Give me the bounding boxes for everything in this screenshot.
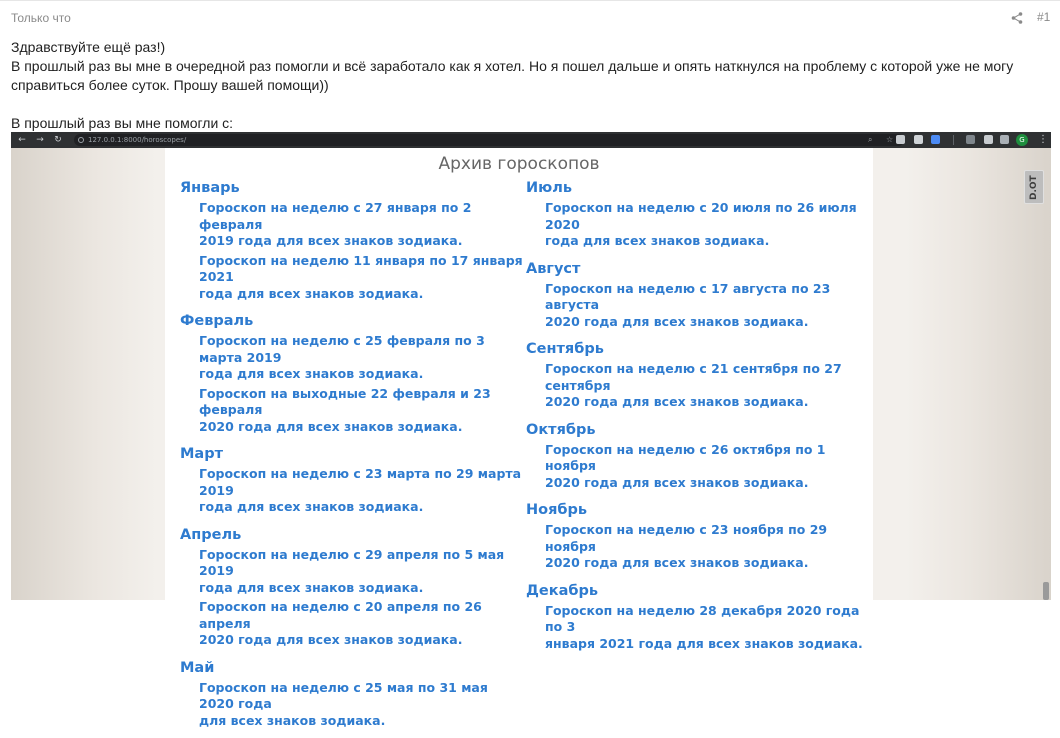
horoscope-link[interactable] — [199, 253, 526, 303]
month-group — [526, 581, 872, 653]
month-heading: Октябрь — [526, 421, 596, 438]
horoscope-link[interactable] — [199, 680, 526, 730]
horoscope-link-line: Гороскоп на неделю с 25 февраля по 3 марта 2019 — [199, 333, 485, 365]
extension-icon[interactable] — [896, 135, 905, 144]
month-group — [180, 178, 526, 302]
month-group — [180, 525, 526, 649]
menu-dots-icon[interactable]: ⋮ — [1038, 134, 1048, 145]
horoscope-link-line: Гороскоп на неделю с 23 ноября по 29 ноября — [545, 522, 828, 554]
horoscope-link-line: года для всех знаков зодиака. — [199, 285, 424, 301]
month-group — [526, 259, 872, 331]
horoscope-link[interactable] — [545, 200, 872, 250]
horoscope-link-line: 2020 года для всех знаков зодиака. — [199, 418, 463, 434]
dot-widget-label: D.OT — [1029, 175, 1039, 201]
post-line: В прошлый раз вы мне в очередной раз помогли и всё заработало как я хотел. Но я пошел дальше и опять наткнулся на проблему с которой уже не могу — [11, 58, 1014, 74]
star-icon[interactable]: ☆ — [886, 135, 894, 144]
horoscope-link-line: 2020 года для всех знаков зодиака. — [545, 313, 809, 329]
month-heading: Апрель — [180, 526, 242, 543]
horoscope-link-line: Гороскоп на неделю с 29 апреля по 5 мая 2019 — [199, 546, 505, 578]
browser-toolbar — [11, 132, 1051, 148]
post-number-link[interactable]: #1 — [1037, 10, 1051, 24]
month-heading: Май — [180, 659, 215, 676]
post-line: Здравствуйте ещё раз!) — [11, 39, 166, 55]
back-arrow-icon[interactable]: ← — [18, 135, 26, 145]
extension-icon[interactable] — [966, 135, 975, 144]
horoscope-link[interactable] — [545, 522, 872, 572]
month-heading: Декабрь — [526, 582, 599, 599]
month-heading: Январь — [180, 180, 240, 196]
horoscope-link-line: Гороскоп на неделю с 23 марта по 29 марта 2019 — [199, 466, 522, 498]
extension-icon[interactable] — [1000, 135, 1009, 144]
horoscope-link[interactable] — [545, 442, 872, 492]
horoscope-link-line: года для всех знаков зодиака. — [199, 366, 424, 381]
archive-column-right — [526, 178, 872, 661]
horoscope-link-line: Гороскоп на неделю с 20 апреля по 26 апреля — [199, 599, 482, 631]
horoscope-page — [165, 148, 873, 728]
month-group — [526, 178, 872, 250]
month-heading: Ноябрь — [526, 502, 588, 518]
month-group — [180, 444, 526, 516]
toolbar-separator — [953, 135, 954, 145]
horoscope-link-line: 2019 года для всех знаков зодиака. — [199, 233, 463, 248]
horoscope-link-line: Гороскоп на неделю с 17 августа по 23 августа — [545, 280, 831, 312]
embedded-screenshot — [11, 132, 1051, 728]
horoscope-link-line: года для всех знаков зодиака. — [199, 579, 424, 595]
month-group — [526, 420, 872, 492]
horoscope-link-line: Гороскоп на неделю с 27 января по 2 февраля — [199, 200, 472, 232]
horoscope-link[interactable] — [545, 361, 872, 411]
browser-viewport — [11, 148, 1051, 728]
horoscope-link[interactable] — [545, 603, 872, 653]
post-body — [11, 38, 1051, 133]
post-line-blank — [11, 95, 1051, 114]
horoscope-link[interactable] — [199, 200, 526, 250]
horoscope-link-line: Гороскоп на неделю с 26 октября по 1 ноября — [545, 441, 826, 473]
horoscope-link-line: Гороскоп на выходные 22 февраля и 23 февраля — [199, 385, 491, 417]
horoscope-link-line: года для всех знаков зодиака. — [199, 499, 424, 514]
extension-icon[interactable] — [914, 135, 923, 144]
dot-widget[interactable] — [1024, 170, 1044, 204]
horoscope-link[interactable] — [199, 547, 526, 597]
horoscope-link[interactable] — [199, 333, 526, 383]
horoscope-link-line: Гороскоп на неделю 11 января по 17 января 2021 — [199, 252, 523, 284]
month-group — [180, 658, 526, 730]
post-line: В прошлый раз вы мне помогли с: — [11, 115, 234, 131]
horoscope-link[interactable] — [199, 386, 526, 436]
month-heading: Март — [180, 446, 223, 462]
search-icon[interactable]: ⌕ — [868, 135, 873, 144]
horoscope-link-line: Гороскоп на неделю с 20 июля по 26 июля 2020 — [545, 200, 857, 232]
post-line: справиться более суток. Прошу вашей помощи)) — [11, 77, 329, 93]
share-icon[interactable] — [1010, 11, 1024, 25]
horoscope-link-line: 2020 года для всех знаков зодиака. — [545, 474, 809, 490]
horoscope-link-line: для всех знаков зодиака. — [199, 712, 386, 728]
horoscope-link-line: 2020 года для всех знаков зодиака. — [545, 555, 809, 570]
month-heading: Август — [526, 260, 581, 277]
address-url: 127.0.0.1:8000/horoscopes/ — [88, 136, 187, 144]
horoscope-link[interactable] — [199, 599, 526, 649]
post-time: Только что — [11, 11, 71, 25]
horoscope-link-line: января 2021 года для всех знаков зодиака. — [545, 635, 863, 651]
profile-avatar[interactable]: G — [1016, 134, 1028, 146]
reload-icon[interactable]: ↻ — [54, 135, 62, 145]
month-heading: Июль — [526, 180, 573, 196]
horoscope-link[interactable] — [199, 466, 526, 516]
month-heading: Февраль — [180, 313, 254, 329]
horoscope-link-line: Гороскоп на неделю с 21 сентября по 27 сентября — [545, 361, 842, 393]
month-heading: Сентябрь — [526, 341, 604, 357]
extension-icon[interactable] — [931, 135, 940, 144]
horoscope-link-line: Гороскоп на неделю с 25 мая по 31 мая 2020 года — [199, 679, 488, 711]
horoscope-link-line: года для всех знаков зодиака. — [545, 233, 770, 248]
horoscope-link-line: 2020 года для всех знаков зодиака. — [545, 394, 809, 409]
scrollbar-thumb[interactable] — [1043, 582, 1049, 600]
forward-arrow-icon[interactable]: → — [36, 135, 44, 145]
info-icon[interactable] — [78, 137, 84, 143]
puzzle-icon[interactable] — [984, 135, 993, 144]
archive-column-left — [180, 178, 526, 738]
horoscope-link[interactable] — [545, 281, 872, 331]
archive-title: Архив гороскопов — [438, 154, 600, 174]
address-bar[interactable] — [74, 134, 904, 146]
month-group — [526, 339, 872, 411]
horoscope-link-line: Гороскоп на неделю 28 декабря 2020 года по 3 — [545, 602, 860, 634]
post-header — [0, 0, 1060, 34]
horoscope-link-line: 2020 года для всех знаков зодиака. — [199, 632, 463, 647]
month-group — [526, 500, 872, 572]
month-group — [180, 311, 526, 435]
